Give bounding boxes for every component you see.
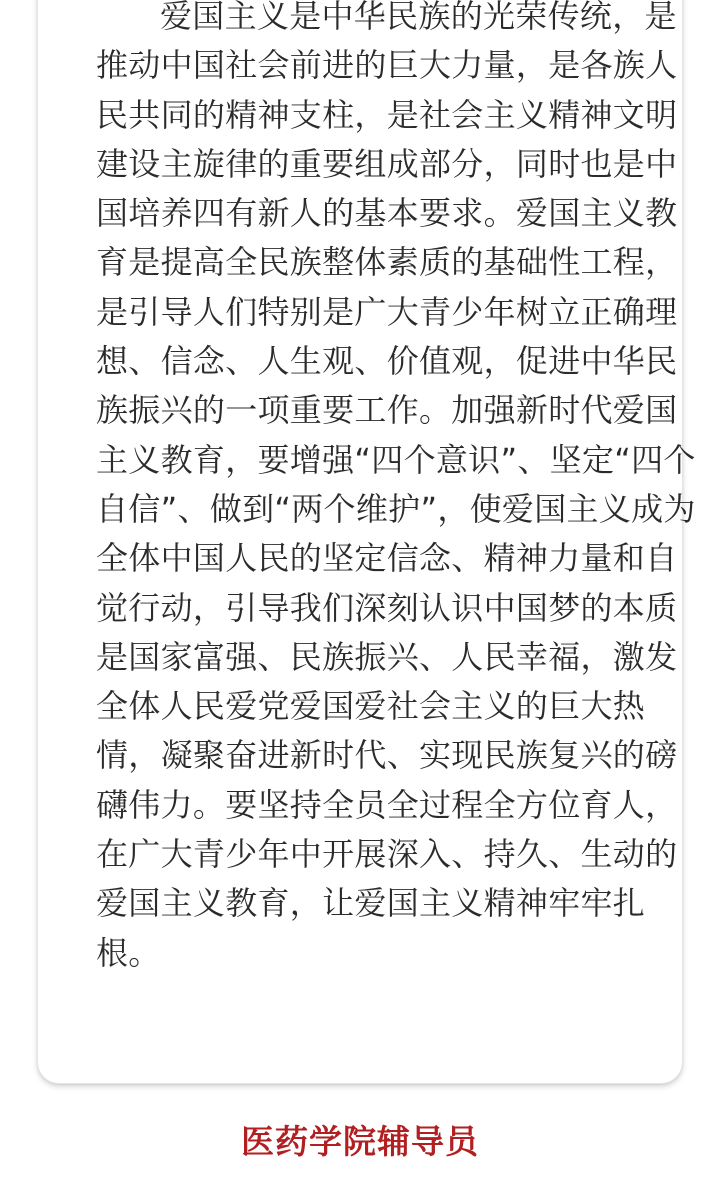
article-line: 族振兴的一项重要工作。加强新时代爱国 <box>96 391 678 430</box>
article-line: 是引导人们特别是广大青少年树立正确理 <box>96 292 678 331</box>
article-line: 全体人民爱党爱国爱社会主义的巨大热 <box>96 687 646 726</box>
article-line: 国培养四有新人的基本要求。爱国主义教 <box>96 194 678 233</box>
article-line: 爱国主义教育，让爱国主义精神牢牢扎 <box>96 884 646 923</box>
article-card <box>37 0 696 1084</box>
article-line: 根。 <box>96 933 161 972</box>
article-line: 礴伟力。要坚持全员全过程全方位育人， <box>96 785 678 824</box>
article-line: 建设主旋律的重要组成部分，同时也是中 <box>96 144 678 183</box>
article-line: 育是提高全民族整体素质的基础性工程， <box>96 243 678 282</box>
article-line: 推动中国社会前进的巨大力量，是各族人 <box>96 46 678 85</box>
article-line: 爱国主义是中华民族的光荣传统，是 <box>160 0 677 35</box>
article-line: 全体中国人民的坚定信念、精神力量和自 <box>96 539 678 578</box>
author-signature: 医药学院辅导员 <box>241 1122 479 1161</box>
article-line: 是国家富强、民族振兴、人民幸福，激发 <box>96 637 678 676</box>
article-line: 觉行动，引导我们深刻认识中国梦的本质 <box>96 588 678 627</box>
article-line: 想、信念、人生观、价值观，促进中华民 <box>96 342 678 381</box>
article-line: 自信”、做到“两个维护”，使爱国主义成为 <box>96 489 696 528</box>
article-body <box>96 0 700 978</box>
article-line: 民共同的精神支柱，是社会主义精神文明 <box>96 95 678 134</box>
article-line: 在广大青少年中开展深入、持久、生动的 <box>96 835 678 874</box>
article-line: 主义教育，要增强“四个意识”、坚定“四个 <box>96 440 696 479</box>
article-line: 情，凝聚奋进新时代、实现民族复兴的磅 <box>96 736 678 775</box>
